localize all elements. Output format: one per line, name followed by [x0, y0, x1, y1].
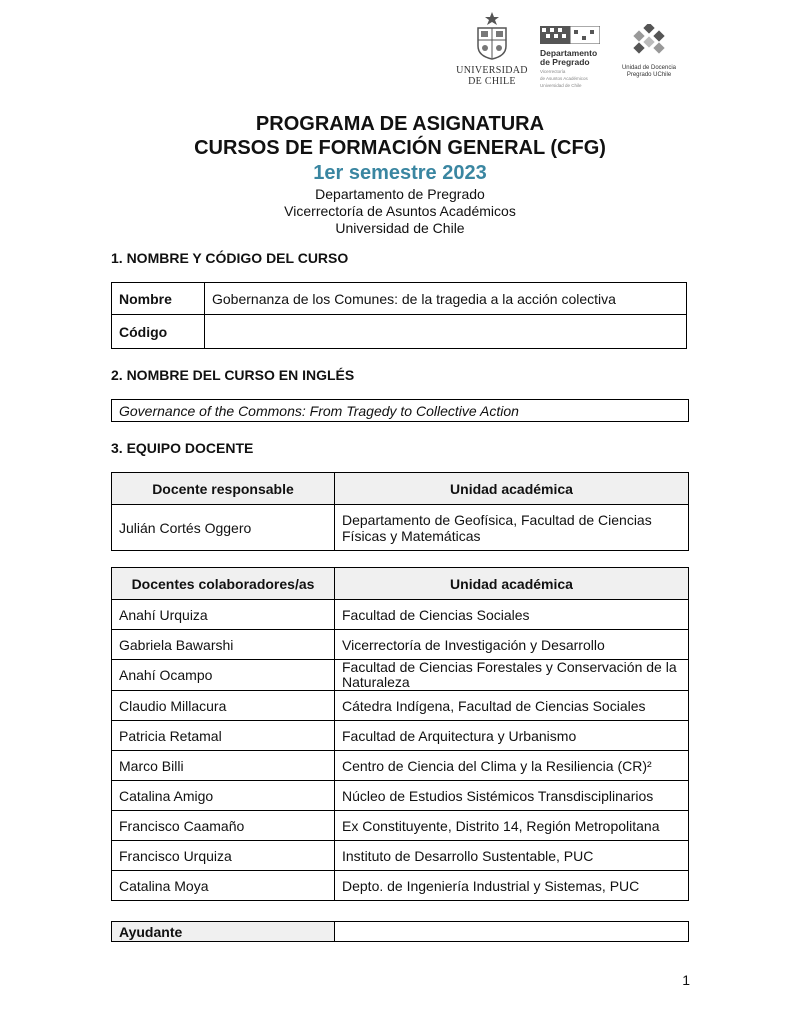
- table-row: [112, 781, 689, 811]
- code-label: Código: [112, 315, 205, 349]
- english-name-row: [112, 400, 689, 422]
- uchile-name-line1: UNIVERSIDAD: [456, 65, 528, 76]
- collab-unit: Ex Constituyente, Distrito 14, Región Metropolitana: [335, 811, 689, 841]
- english-name-value: Governance of the Commons: From Tragedy to Collective Action: [112, 400, 689, 422]
- section3-heading: 3. EQUIPO DOCENTE: [111, 440, 254, 456]
- responsible-unit: Departamento de Geofísica, Facultad de Ciencias Físicas y Matemáticas: [335, 505, 689, 551]
- collab-unit: Facultad de Ciencias Forestales y Conservación de la Naturaleza: [335, 660, 689, 691]
- collab-unit: Núcleo de Estudios Sistémicos Transdisciplinarios: [335, 781, 689, 811]
- collab-name: Francisco Caamaño: [112, 811, 335, 841]
- table-row: [112, 600, 689, 630]
- collab-name: Anahí Ocampo: [112, 660, 335, 691]
- document-header: [0, 112, 800, 237]
- collab-name: Francisco Urquiza: [112, 841, 335, 871]
- name-label: Nombre: [112, 283, 205, 315]
- name-value: Gobernanza de los Comunes: de la tragedia a la acción colectiva: [205, 283, 687, 315]
- pregrado-title-line1: Departamento: [540, 48, 598, 58]
- section2-heading: 2. NOMBRE DEL CURSO EN INGLÉS: [111, 367, 355, 383]
- docencia-line2: Pregrado UChile: [626, 72, 672, 78]
- title-line2: CURSOS DE FORMACIÓN GENERAL (CFG): [194, 137, 606, 159]
- assistant-value: [335, 922, 689, 942]
- pregrado-sub-line3: Universidad de Chile: [540, 83, 582, 88]
- vicerrectoria-label: Vicerrectoría de Asuntos Académicos: [284, 203, 516, 219]
- collab-name: Catalina Moya: [112, 871, 335, 901]
- assistant-table: [111, 921, 689, 942]
- collaborators-table: [111, 567, 689, 901]
- responsible-header: Docente responsable: [112, 473, 335, 505]
- universidad-de-chile-logo: [452, 10, 532, 87]
- collab-unit: Facultad de Arquitectura y Urbanismo: [335, 721, 689, 751]
- collab-header: Docentes colaboradores/as: [112, 568, 335, 600]
- code-row: [112, 315, 687, 349]
- collab-name: Claudio Millacura: [112, 691, 335, 721]
- pregrado-sub-line1: Vicerrectoría: [540, 69, 566, 74]
- university-seal-icon: [472, 10, 512, 60]
- responsible-table: [111, 472, 689, 551]
- unidad-docencia-logo: [614, 24, 684, 79]
- departamento-pregrado-logo: [540, 26, 610, 88]
- table-row: [112, 871, 689, 901]
- collab-name: Anahí Urquiza: [112, 600, 335, 630]
- assistant-row: [112, 922, 689, 942]
- university-label: Universidad de Chile: [335, 220, 465, 236]
- table-row: [112, 841, 689, 871]
- unit-header: Unidad académica: [335, 473, 689, 505]
- docencia-star-icon: [629, 24, 669, 60]
- responsible-header-row: [112, 473, 689, 505]
- english-name-table: [111, 399, 689, 422]
- collab-unit: Instituto de Desarrollo Sustentable, PUC: [335, 841, 689, 871]
- collab-name: Patricia Retamal: [112, 721, 335, 751]
- title-line1: PROGRAMA DE ASIGNATURA: [255, 113, 545, 135]
- pregrado-sub-line2: de Asuntos Académicos: [540, 76, 588, 81]
- collab-unit-header: Unidad académica: [335, 568, 689, 600]
- department-label: Departamento de Pregrado: [315, 186, 485, 202]
- docencia-line1: Unidad de Docencia: [621, 65, 677, 71]
- collab-unit: Centro de Ciencia del Clima y la Resiliencia (CR)²: [335, 751, 689, 781]
- collab-unit: Depto. de Ingeniería Industrial y Sistemas, PUC: [335, 871, 689, 901]
- table-row: [112, 751, 689, 781]
- collab-name: Marco Billi: [112, 751, 335, 781]
- collab-name: Catalina Amigo: [112, 781, 335, 811]
- course-name-table: [111, 282, 687, 349]
- table-row: [112, 811, 689, 841]
- pregrado-title-line2: de Pregrado: [540, 57, 590, 67]
- collab-unit: Vicerrectoría de Investigación y Desarrollo: [335, 630, 689, 660]
- semester-label: 1er semestre 2023: [313, 162, 487, 184]
- collab-unit: Cátedra Indígena, Facultad de Ciencias Sociales: [335, 691, 689, 721]
- table-row: [112, 691, 689, 721]
- section1-heading: 1. NOMBRE Y CÓDIGO DEL CURSO: [111, 250, 349, 266]
- table-row: [112, 721, 689, 751]
- assistant-label: Ayudante: [112, 922, 335, 942]
- responsible-row: [112, 505, 689, 551]
- table-row: [112, 660, 689, 691]
- code-value: [205, 315, 687, 349]
- responsible-name: Julián Cortés Oggero: [112, 505, 335, 551]
- pregrado-pattern-icon: [540, 26, 600, 44]
- collab-name: Gabriela Bawarshi: [112, 630, 335, 660]
- table-row: [112, 630, 689, 660]
- collab-unit: Facultad de Ciencias Sociales: [335, 600, 689, 630]
- name-row: [112, 283, 687, 315]
- page-number: 1: [682, 972, 690, 988]
- uchile-name-line2: DE CHILE: [468, 76, 516, 87]
- collab-header-row: [112, 568, 689, 600]
